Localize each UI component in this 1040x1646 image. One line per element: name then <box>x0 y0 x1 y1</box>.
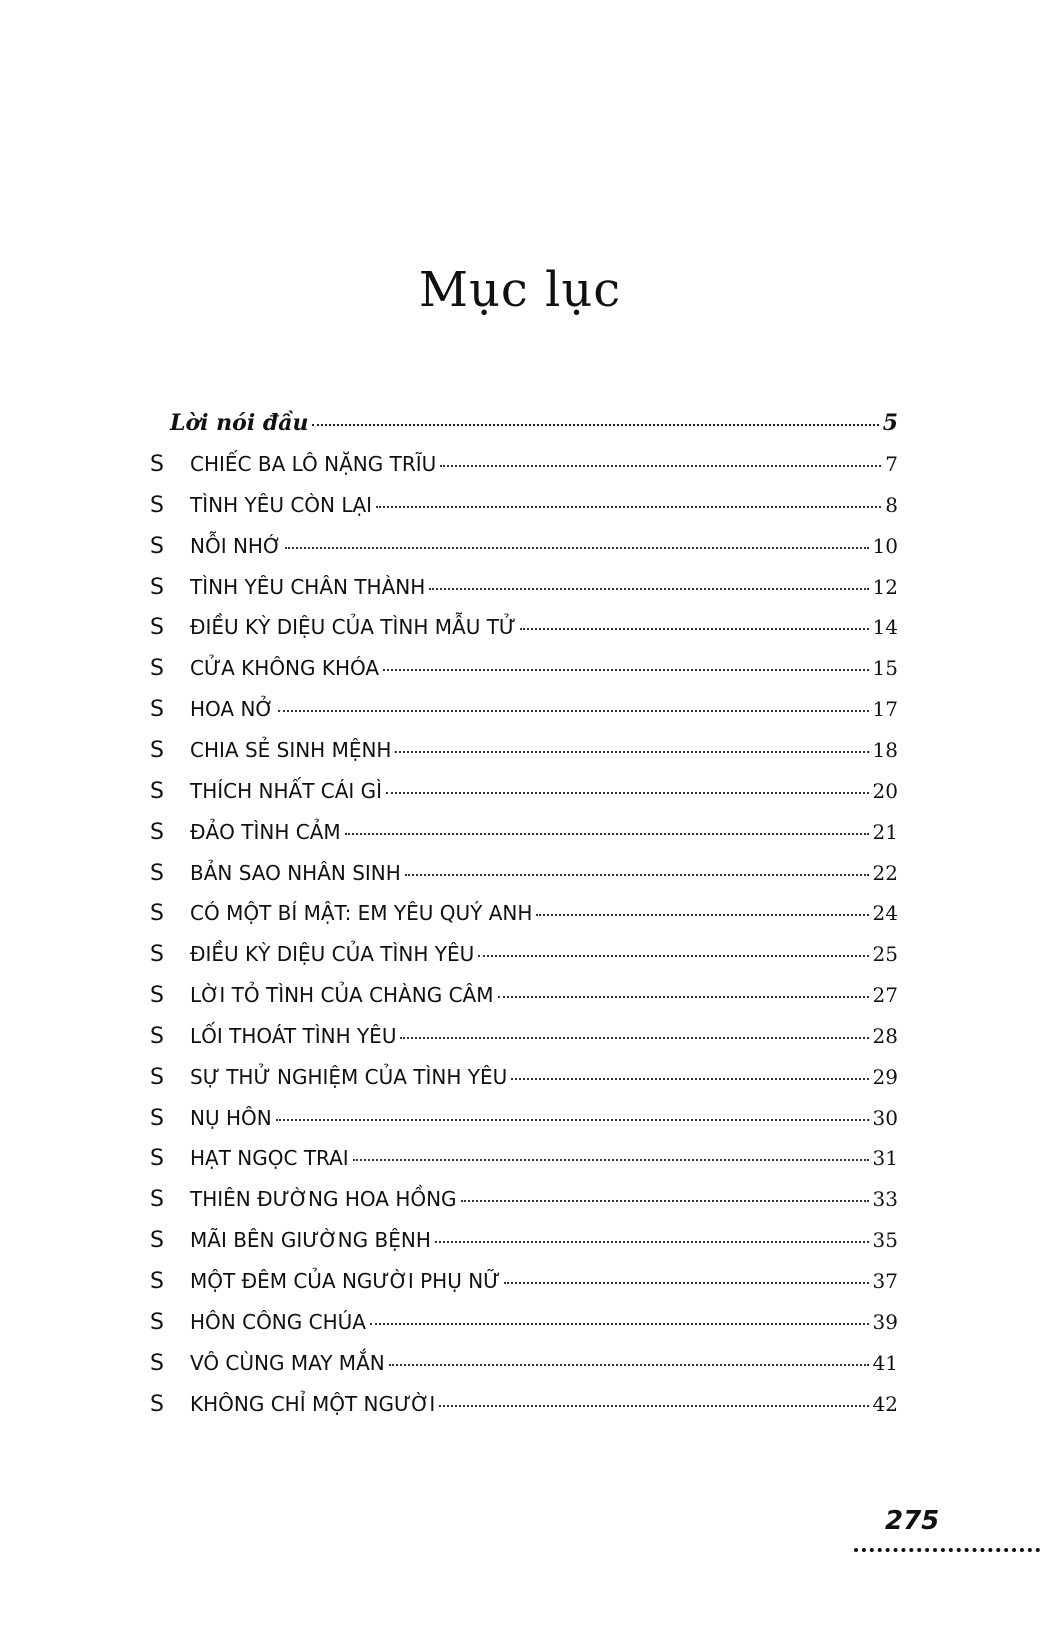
toc-entry[interactable] <box>150 1106 898 1138</box>
toc-entry-title: TÌNH YÊU CHÂN THÀNH <box>190 574 426 599</box>
toc-entry-page: 7 <box>885 452 898 476</box>
toc-entry[interactable] <box>150 615 898 647</box>
dot-leader <box>504 1282 868 1284</box>
dot-leader <box>383 669 868 671</box>
toc-entry-page: 5 <box>882 410 898 436</box>
bullet-marker: S <box>150 1105 164 1131</box>
toc-entry-page: 41 <box>872 1350 898 1375</box>
bullet-marker: S <box>150 1391 164 1417</box>
toc-entry-title: MỘT ĐÊM CỦA NGƯỜI PHỤ NỮ <box>190 1269 501 1293</box>
toc-entry-title: NỤ HÔN <box>190 1105 272 1130</box>
dot-leader <box>435 1241 869 1243</box>
toc-entry[interactable] <box>150 656 898 688</box>
dot-leader <box>386 792 868 794</box>
toc-entry-page: 15 <box>872 656 898 681</box>
toc-entry[interactable] <box>150 983 898 1015</box>
toc-entry-title: HẠT NGỌC TRAI <box>190 1146 349 1171</box>
bullet-marker: S <box>150 1350 164 1376</box>
bullet-marker: S <box>150 656 164 682</box>
toc-entry[interactable] <box>150 901 898 933</box>
toc-entry-page: 29 <box>872 1064 898 1089</box>
toc-entry[interactable] <box>150 1351 898 1383</box>
toc-entry[interactable] <box>150 1269 898 1301</box>
toc-entry-title: KHÔNG CHỈ MỘT NGƯỜI <box>190 1391 436 1416</box>
dot-leader <box>520 628 868 630</box>
toc-entry-page: 31 <box>872 1146 898 1171</box>
toc-entry-title: ĐIỀU KỲ DIỆU CỦA TÌNH YÊU <box>190 942 475 967</box>
toc-entry-title: NỖI NHỚ <box>190 533 282 558</box>
dot-leader <box>370 1323 869 1325</box>
toc-entry-title: CHIA SẺ SINH MỆNH <box>190 737 392 762</box>
bullet-marker: S <box>150 452 164 477</box>
toc-entry-page: 12 <box>872 574 898 599</box>
bullet-marker: S <box>150 1064 164 1090</box>
toc-entry[interactable] <box>150 1146 898 1178</box>
bullet-marker: S <box>150 778 164 804</box>
bullet-marker: S <box>150 1146 164 1172</box>
toc-entry[interactable] <box>150 1310 898 1342</box>
toc-entry-page: 25 <box>872 942 898 967</box>
toc-entry[interactable] <box>150 779 898 811</box>
bullet-marker: S <box>150 1187 164 1213</box>
toc-entry-title: VÔ CÙNG MAY MẮN <box>190 1350 385 1375</box>
dot-leader <box>461 1200 869 1202</box>
bullet-marker: S <box>150 819 164 845</box>
bullet-marker: S <box>150 492 164 518</box>
dot-leader <box>353 1159 869 1161</box>
toc-entry-title: SỰ THỬ NGHIỆM CỦA TÌNH YÊU <box>190 1064 508 1089</box>
toc-entry-page: 21 <box>872 819 898 844</box>
dot-leader <box>312 424 878 426</box>
dot-leader <box>439 1405 868 1407</box>
dot-leader <box>276 1119 869 1121</box>
toc-entry[interactable] <box>150 697 898 729</box>
dot-leader <box>440 465 881 467</box>
toc-entry[interactable] <box>150 861 898 893</box>
footer-dot-rule <box>854 1548 1040 1552</box>
toc-entry-title: MÃI BÊN GIƯỜNG BỆNH <box>190 1228 431 1253</box>
toc-entry-page: 27 <box>872 983 898 1008</box>
toc-entry-title: CỬA KHÔNG KHÓA <box>190 656 380 681</box>
bullet-marker: S <box>150 1023 164 1049</box>
bullet-marker: S <box>150 737 164 763</box>
toc-entry[interactable] <box>150 1024 898 1056</box>
toc-entry[interactable] <box>150 738 898 770</box>
toc-entry-page: 20 <box>872 778 898 803</box>
toc-entry-page: 37 <box>872 1269 898 1293</box>
toc-entry[interactable] <box>150 1187 898 1219</box>
page-title: Mục lục <box>418 262 622 318</box>
toc-entry-page: 14 <box>872 615 898 640</box>
bullet-marker: S <box>150 1228 164 1254</box>
dot-leader <box>395 751 868 753</box>
toc-entry-title: ĐẢO TÌNH CẢM <box>190 819 341 844</box>
toc-entry-page: 24 <box>872 901 898 926</box>
toc-entry-page: 28 <box>872 1023 898 1048</box>
dot-leader <box>400 1037 868 1039</box>
toc-entry-title: HOA NỞ <box>190 697 274 722</box>
toc-entry-page: 35 <box>872 1228 898 1253</box>
toc-entry-page: 8 <box>885 492 898 517</box>
dot-leader <box>429 588 868 590</box>
toc-entry-title: ĐIỀU KỲ DIỆU CỦA TÌNH MẪU TỬ <box>190 615 517 640</box>
toc-entry[interactable] <box>150 534 898 566</box>
toc-entry-intro[interactable] <box>170 410 898 444</box>
bullet-marker: S <box>150 983 164 1009</box>
toc-entry-title: TÌNH YÊU CÒN LẠI <box>190 492 373 517</box>
bullet-marker: S <box>150 942 164 968</box>
dot-leader <box>511 1078 868 1080</box>
toc-entry-title: THIÊN ĐƯỜNG HOA HỒNG <box>190 1187 457 1212</box>
toc-entry-page: 30 <box>872 1105 898 1130</box>
toc-entry-page: 22 <box>872 860 898 885</box>
bullet-marker: S <box>150 697 164 723</box>
dot-leader <box>345 833 869 835</box>
dot-leader <box>389 1364 869 1366</box>
dot-leader <box>285 547 868 549</box>
toc-entry-page: 42 <box>872 1391 898 1416</box>
bullet-marker: S <box>150 574 164 600</box>
toc-entry-page: 10 <box>872 533 898 558</box>
toc-entry[interactable] <box>150 942 898 974</box>
toc-entry-title: CHIẾC BA LÔ NẶNG TRĨU <box>190 452 437 476</box>
toc-entry[interactable] <box>150 1392 898 1424</box>
toc-entry-page: 18 <box>872 737 898 762</box>
toc-entry-title: LỜI TỎ TÌNH CỦA CHÀNG CÂM <box>190 983 494 1008</box>
bullet-marker: S <box>150 1309 164 1335</box>
toc-entry[interactable] <box>150 1065 898 1097</box>
bullet-marker: S <box>150 533 164 559</box>
bullet-marker: S <box>150 1269 164 1294</box>
toc-entry-title: LỐI THOÁT TÌNH YÊU <box>190 1023 397 1048</box>
toc-entry[interactable] <box>150 493 898 525</box>
page-number: 275 <box>885 1506 940 1536</box>
bullet-marker: S <box>150 615 164 641</box>
dot-leader <box>536 914 868 916</box>
dot-leader <box>498 996 869 998</box>
toc-entry-title: CÓ MỘT BÍ MẬT: EM YÊU QUÝ ANH <box>190 901 533 926</box>
bullet-marker: S <box>150 860 164 886</box>
dot-leader <box>278 710 869 712</box>
toc-entry[interactable] <box>150 575 898 607</box>
toc-entry-page: 17 <box>872 697 898 722</box>
dot-leader <box>405 874 869 876</box>
toc-entry-page: 39 <box>872 1309 898 1334</box>
toc-entry[interactable] <box>150 820 898 852</box>
toc-entry[interactable] <box>150 452 898 484</box>
toc-entry[interactable] <box>150 1228 898 1260</box>
toc-entry-title: HÔN CÔNG CHÚA <box>190 1309 366 1334</box>
dot-leader <box>376 506 881 508</box>
toc-entry-title: BẢN SAO NHÂN SINH <box>190 860 401 885</box>
toc-entry-title: THÍCH NHẤT CÁI GÌ <box>190 778 383 803</box>
dot-leader <box>478 955 868 957</box>
toc-entry-title: Lời nói đầu <box>170 410 309 436</box>
toc-entry-page: 33 <box>872 1187 898 1212</box>
bullet-marker: S <box>150 901 164 927</box>
